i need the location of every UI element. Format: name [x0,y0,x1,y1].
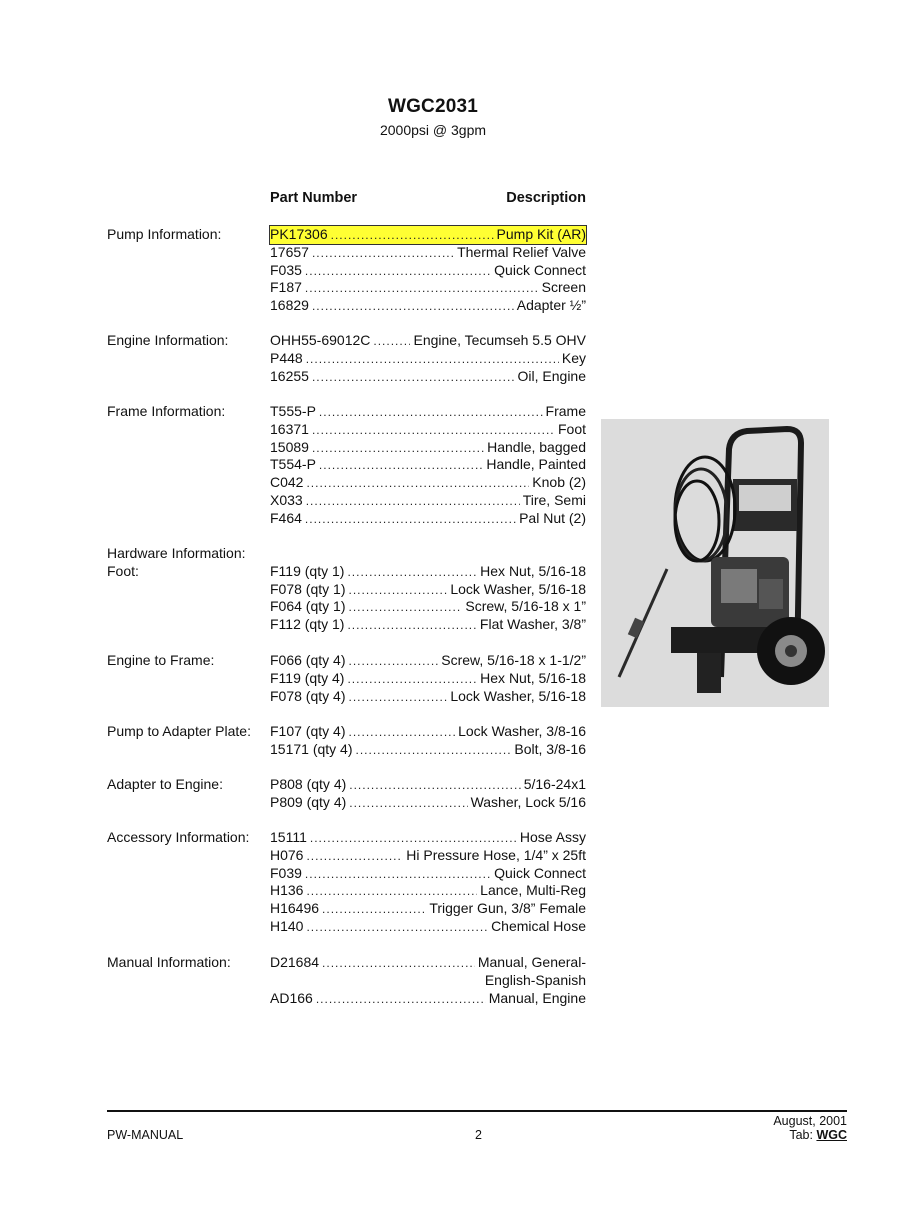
part-row [270,972,586,990]
section-rows [270,403,586,528]
section-label-line: Engine to Frame: [107,652,215,668]
part-row [270,598,586,616]
section-rows [270,776,586,812]
section-label-line: Manual Information: [107,954,231,970]
part-row [270,670,586,688]
leader-dots [312,245,454,263]
part-number: H16496 [270,900,320,917]
part-number: F119 (qty 1) [270,562,345,579]
part-row [270,616,586,634]
leader-dots [348,599,462,617]
part-number: 16829 [270,297,309,314]
part-number: F187 [270,279,302,296]
part-row [270,776,586,794]
part-description: 5/16-24x1 [523,776,586,792]
part-row [270,439,586,457]
part-description: Hex Nut, 5/16-18 [480,562,586,579]
part-number: H140 [270,917,304,934]
part-description: Handle, Painted [486,456,586,473]
leader-dots [306,919,488,937]
part-number: OHH55-69012C [270,332,371,348]
part-description: Adapter ½” [516,297,586,314]
section-label-line: Pump to Adapter Plate: [107,723,251,739]
part-number: 16371 [270,420,309,437]
section-rows [270,652,586,705]
footer-tab [773,1128,847,1142]
part-number: F039 [270,864,302,881]
column-header-description: Description [506,190,586,206]
leader-dots [347,671,477,689]
leader-dots [347,564,477,582]
part-number: 15111 [270,829,307,845]
footer-manual-name: PW-MANUAL [107,1128,184,1142]
section-label-line: Foot: [107,562,139,579]
leader-dots [348,689,447,707]
model-spec: 2000psi @ 3gpm [379,122,487,138]
section-label [107,332,228,350]
part-description: Quick Connect [494,261,586,278]
part-number: 15089 [270,438,309,455]
part-description: Trigger Gun, 3/8” Female [429,900,586,917]
part-row [270,865,586,883]
leader-dots [312,440,484,458]
section-label [107,652,214,670]
part-number: 15171 (qty 4) [270,740,353,757]
part-description: English-Spanish [484,971,586,988]
section-label-line: Pump Information: [107,226,222,242]
part-number: T555-P [270,403,316,419]
part-description: Screen [541,279,586,296]
part-description: Thermal Relief Valve [457,243,586,260]
part-row [270,563,586,581]
leader-dots [349,777,520,795]
leader-dots [305,866,491,884]
part-description: Lock Washer, 5/16-18 [450,580,586,597]
section-label [107,776,223,794]
column-header-part-number: Part Number [270,190,358,206]
part-row [270,474,586,492]
part-description: Screw, 5/16-18 x 1” [465,598,586,615]
part-row [270,279,586,297]
part-number: H076 [270,846,304,863]
leader-dots [356,742,512,760]
part-description: Hex Nut, 5/16-18 [480,669,586,686]
leader-dots [348,582,447,600]
leader-dots [373,333,410,351]
part-description: Lock Washer, 5/16-18 [450,687,586,704]
part-row [270,847,586,865]
leader-dots [305,511,516,529]
part-description: Manual, General- [477,954,586,970]
part-description: Engine, Tecumseh 5.5 OHV [413,332,586,348]
part-number: PK17306 [270,226,328,242]
leader-dots [319,457,483,475]
part-number: D21684 [270,954,320,970]
leader-dots [316,991,486,1009]
part-row [270,368,586,386]
part-description: Pump Kit (AR) [496,226,586,242]
part-row [270,723,586,741]
section-label-line: Frame Information: [107,403,226,419]
part-row [270,990,586,1008]
leader-dots [305,263,491,281]
leader-dots [306,475,529,493]
section-label [107,403,225,421]
part-number: H136 [270,882,304,899]
part-description: Hose Assy [519,829,586,845]
part-row [270,900,586,918]
part-description: Bolt, 3/8-16 [514,740,586,757]
part-row [270,421,586,439]
leader-dots [349,795,467,813]
part-description: Knob (2) [532,474,586,491]
part-description: Chemical Hose [491,917,586,934]
part-row [270,688,586,706]
footer-date-tab [773,1114,847,1142]
part-description: Oil, Engine [517,367,586,384]
leader-dots [306,351,559,369]
part-number: F107 (qty 4) [270,723,346,739]
leader-dots [312,298,514,316]
section-rows [270,226,586,315]
part-description: Hi Pressure Hose, 1/4” x 25ft [406,846,586,863]
part-row [270,794,586,812]
footer-divider [107,1110,847,1112]
part-number: AD166 [270,989,313,1006]
part-description: Washer, Lock 5/16 [470,793,586,810]
part-row [270,829,586,847]
leader-dots [348,653,438,671]
part-row [270,297,586,315]
section-rows [270,829,586,936]
leader-dots [305,280,539,298]
part-description: Key [561,349,586,366]
part-row [270,456,586,474]
part-row [270,403,586,421]
part-number: P808 (qty 4) [270,776,347,792]
leader-dots [322,955,475,973]
part-row [270,581,586,599]
part-number: F078 (qty 4) [270,687,346,704]
part-description: Tire, Semi [522,491,586,508]
leader-dots [310,830,517,848]
footer-tab-value: WGC [816,1128,847,1142]
part-row [270,510,586,528]
part-row [270,741,586,759]
part-number: C042 [270,474,304,491]
part-description: Flat Washer, 3/8” [479,616,586,633]
section-label-line: Engine Information: [107,332,229,348]
part-row [270,226,586,244]
section-label [107,226,221,244]
part-row [270,652,586,670]
section-label [107,545,246,581]
leader-dots [312,422,555,440]
section-label-line: Adapter to Engine: [107,776,223,792]
section-rows [270,723,586,759]
footer-tab-label: Tab: [789,1128,813,1142]
section-label [107,954,231,972]
part-number: P448 [270,349,303,366]
part-description: Foot [557,420,586,437]
section-rows [270,563,586,634]
part-row [270,882,586,900]
part-number: F112 (qty 1) [270,616,345,633]
part-row [270,332,586,350]
leader-dots [306,848,403,866]
page-number: 2 [475,1128,482,1142]
part-number: T554-P [270,456,316,473]
part-description: Handle, bagged [487,438,586,455]
part-row [270,350,586,368]
model-title: WGC2031 [387,96,479,117]
leader-dots [331,227,494,245]
part-number: 17657 [270,243,309,260]
section-rows [270,954,586,1007]
section-label-line: Hardware Information: [107,545,246,561]
part-row [270,262,586,280]
part-number: 16255 [270,367,309,384]
part-description: Pal Nut (2) [519,509,586,526]
pressure-washer-illustration [601,419,829,707]
leader-dots [306,883,477,901]
leader-dots [312,369,515,387]
part-number: F078 (qty 1) [270,580,346,597]
section-label [107,829,249,847]
section-label [107,723,251,741]
part-description: Quick Connect [494,864,586,881]
part-description: Manual, Engine [488,989,586,1006]
part-number: F119 (qty 4) [270,669,345,686]
pressure-washer-photo [601,419,829,707]
part-description: Lance, Multi-Reg [480,882,586,899]
leader-dots [306,493,520,511]
part-row [270,918,586,936]
part-number: F064 (qty 1) [270,598,346,615]
part-number: F464 [270,509,302,526]
leader-dots [322,901,426,919]
part-row [270,244,586,262]
leader-dots [347,617,476,635]
part-number: F035 [270,261,302,278]
leader-dots [348,724,455,742]
part-description: Screw, 5/16-18 x 1-1/2” [441,652,586,668]
footer-date: August, 2001 [773,1114,847,1128]
section-rows [270,332,586,385]
leader-dots [319,404,543,422]
part-description: Lock Washer, 3/8-16 [458,723,586,739]
part-number: P809 (qty 4) [270,793,347,810]
section-label-line: Accessory Information: [107,829,250,845]
part-row [270,492,586,510]
part-number: F066 (qty 4) [270,652,346,668]
part-number: X033 [270,491,303,508]
part-row [270,954,586,972]
part-description: Frame [545,403,586,419]
